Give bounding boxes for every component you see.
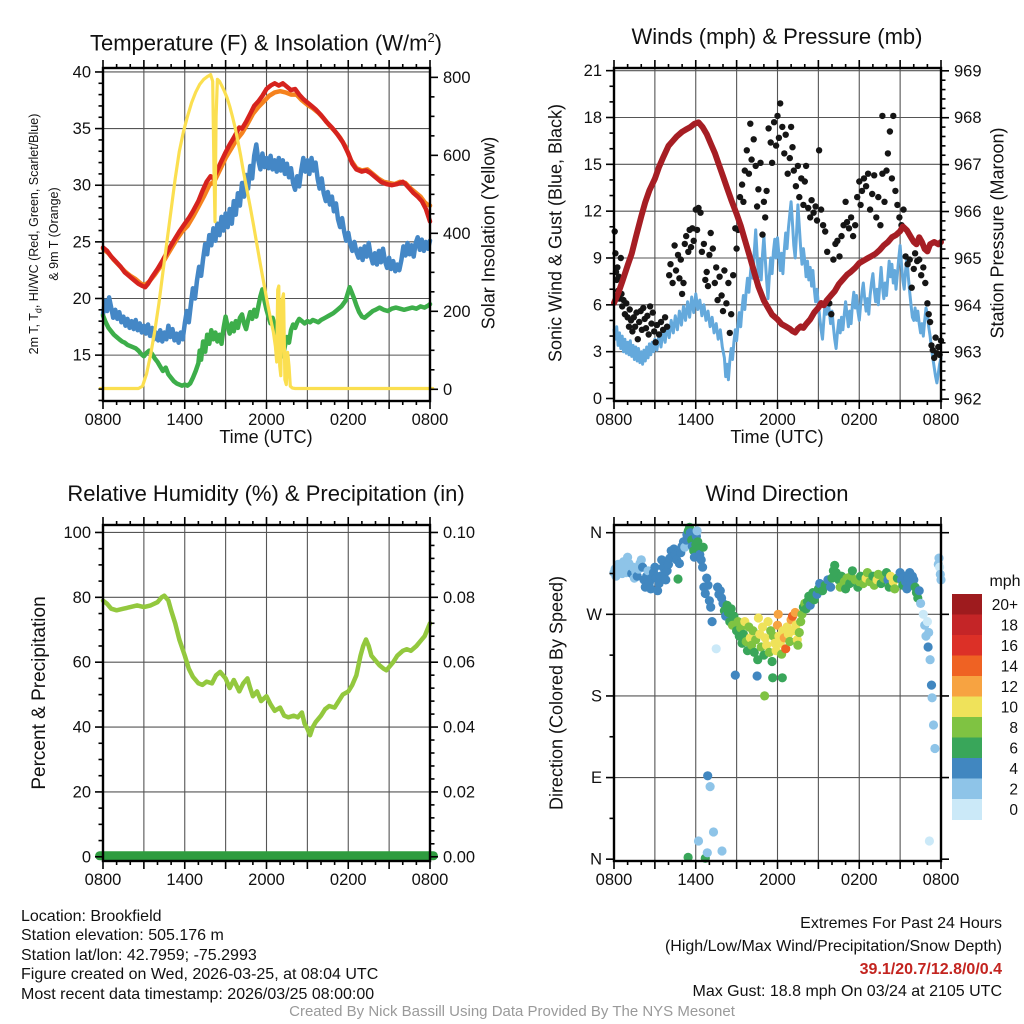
data-point: [875, 194, 881, 200]
data-point: [787, 155, 793, 161]
data-point: [721, 267, 727, 273]
data-point: [924, 642, 933, 651]
data-point: [818, 206, 824, 212]
tick-label: 18: [1000, 617, 1018, 635]
tick-label: 4: [1009, 760, 1018, 778]
tick-label: 964: [954, 296, 982, 315]
data-point: [723, 300, 729, 306]
title-superscript: 2: [427, 30, 435, 45]
data-point: [678, 256, 684, 262]
tick-label: 14: [1000, 658, 1018, 676]
tick-label: 20: [72, 783, 91, 802]
data-point: [912, 250, 918, 256]
data-point: [873, 214, 879, 220]
data-point: [783, 132, 789, 138]
tick-label: 15: [72, 346, 91, 365]
data-point: [883, 167, 889, 173]
data-point: [650, 309, 656, 315]
data-point: [731, 671, 740, 680]
tick-label: 0800: [595, 411, 633, 429]
tick-label: 9: [592, 249, 602, 268]
tick-label: 0800: [922, 411, 960, 429]
tick-label: 0: [1009, 801, 1018, 819]
data-point: [699, 543, 708, 552]
wind-gust-axis-label: Sonic Wind & Gust (Blue, Black): [545, 103, 566, 363]
data-point: [640, 305, 646, 311]
tick-label: 0800: [411, 411, 449, 429]
data-point: [708, 230, 714, 236]
data-point: [915, 586, 924, 595]
data-point: [887, 128, 893, 134]
tick-label: S: [590, 687, 602, 706]
data-point: [927, 681, 936, 690]
data-point: [708, 617, 717, 626]
title-text: ): [434, 30, 442, 56]
tick-label: 800: [443, 68, 471, 87]
colorbar-segment: [952, 676, 982, 697]
data-point: [662, 314, 668, 320]
data-point: [713, 264, 719, 270]
tick-label: 10: [1000, 699, 1018, 717]
data-point: [768, 139, 774, 145]
colorbar-segment: [952, 656, 982, 677]
data-point: [854, 194, 860, 200]
data-point: [930, 744, 939, 753]
data-point: [680, 280, 686, 286]
data-point: [746, 171, 752, 177]
data-point: [916, 256, 922, 262]
tick-label: 2000: [248, 871, 285, 889]
tick-label: 21: [583, 62, 602, 81]
data-point: [890, 113, 896, 119]
data-point: [703, 581, 712, 590]
title-text: Temperature (F) & Insolation (W/m: [90, 30, 428, 56]
chart-title-humidity-precip: Relative Humidity (%) & Precipitation (in): [67, 481, 465, 506]
colorbar-segment: [952, 738, 982, 759]
data-point: [706, 782, 715, 791]
data-point: [925, 836, 934, 845]
data-point: [643, 325, 649, 331]
data-point: [697, 210, 703, 216]
tick-label: 0: [443, 380, 453, 399]
data-point: [727, 330, 733, 336]
data-point: [747, 121, 753, 127]
chart-title-wind-direction: Wind Direction: [705, 481, 849, 506]
data-point: [803, 163, 809, 169]
data-point: [691, 238, 697, 244]
data-point: [694, 227, 700, 233]
tick-label: 969: [954, 62, 982, 81]
data-point: [793, 183, 799, 189]
data-point: [924, 628, 933, 637]
data-point: [647, 303, 653, 309]
data-point: [889, 175, 895, 181]
temp-chart-y-axis-label: 2m T, $T_d$, HI/WC (Red, Green, Scarlet/Blue) & 9m T (Orange): [26, 113, 61, 355]
data-point: [706, 252, 712, 258]
data-point: [717, 846, 726, 855]
data-point: [869, 191, 875, 197]
data-point: [808, 197, 814, 203]
data-point: [793, 641, 802, 650]
tick-label: 2000: [759, 411, 796, 429]
extremes-heading: Extremes For Past 24 Hours: [800, 915, 1002, 932]
data-point: [646, 331, 652, 337]
station-location: Location: Brookfield: [21, 908, 162, 925]
data-point: [759, 231, 765, 237]
tick-label: 2: [1009, 781, 1018, 799]
tick-label: 963: [954, 343, 982, 362]
humidity-precipitation-chart: [0, 460, 512, 900]
station-latlon: Station lat/lon: 42.7959; -75.2993: [21, 946, 257, 964]
extremes-subheading: (High/Low/Max Wind/Precipitation/Snow Depth): [664, 937, 1002, 955]
data-point: [842, 199, 848, 205]
data-point: [771, 119, 777, 125]
tick-label: 40: [72, 718, 91, 737]
data-point: [865, 171, 871, 177]
data-point: [911, 266, 917, 272]
data-point: [694, 836, 703, 845]
data-point: [709, 827, 718, 836]
data-point: [830, 256, 836, 262]
insolation-axis-label: Solar Insolation (Yellow): [478, 136, 499, 330]
data-point: [774, 113, 780, 119]
tick-label: 0200: [329, 411, 367, 429]
data-point: [706, 603, 715, 612]
colorbar-segment: [952, 758, 982, 779]
tick-label: 200: [443, 302, 471, 321]
data-point: [926, 655, 935, 664]
tick-label: 6: [592, 296, 602, 315]
data-point: [679, 291, 685, 297]
tick-label: 2000: [248, 411, 285, 429]
colorbar-segment: [952, 615, 982, 636]
tick-label: 18: [583, 108, 602, 127]
data-point: [805, 205, 811, 211]
tick-label: 30: [72, 176, 91, 195]
data-point: [748, 156, 754, 162]
data-point: [778, 673, 787, 682]
data-point: [754, 203, 760, 209]
data-point: [705, 283, 711, 289]
data-point: [740, 199, 746, 205]
percent-precip-axis-label: Percent & Precipitation: [29, 596, 50, 790]
data-point: [867, 206, 873, 212]
data-point: [779, 124, 785, 130]
tick-label: 3: [592, 343, 602, 362]
tick-label: 0200: [329, 871, 367, 889]
extremes-values: 39.1/20.7/12.8/0/0.4: [859, 960, 1002, 978]
data-point: [636, 319, 642, 325]
station-info-block: [21, 907, 378, 1004]
data-point: [693, 526, 702, 535]
data-point: [725, 280, 731, 286]
data-point: [635, 336, 641, 342]
tick-label: 100: [63, 523, 91, 542]
data-point: [885, 150, 891, 156]
temp-chart-x-axis-label: Time (UTC): [219, 427, 313, 447]
tick-label: 80: [72, 588, 91, 607]
data-point: [826, 583, 835, 592]
data-point: [857, 202, 863, 208]
tick-label: 20+: [991, 596, 1018, 614]
data-point: [796, 194, 802, 200]
tick-label: 40: [72, 63, 91, 82]
data-point: [768, 657, 777, 666]
data-point: [773, 142, 779, 148]
data-point: [754, 613, 763, 622]
data-point: [850, 233, 856, 239]
direction-axis-label: Direction (Colored By Speed): [546, 575, 567, 811]
data-point: [698, 563, 707, 572]
data-point: [623, 300, 629, 306]
data-point: [704, 269, 710, 275]
data-point: [852, 222, 858, 228]
data-point: [688, 244, 694, 250]
tick-label: 0200: [840, 411, 878, 429]
tick-label: 0800: [84, 411, 122, 429]
data-point: [788, 124, 794, 130]
data-point: [703, 771, 712, 780]
data-point: [720, 308, 726, 314]
data-point: [795, 628, 804, 637]
data-point: [618, 255, 624, 261]
max-gust: Max Gust: 18.8 mph On 03/24 at 2105 UTC: [692, 983, 1002, 1001]
data-point: [744, 147, 750, 153]
tick-label: 968: [954, 109, 982, 128]
data-point: [739, 181, 745, 187]
data-point: [644, 313, 650, 319]
data-point: [718, 292, 724, 298]
data-point: [848, 214, 854, 220]
data-point: [673, 267, 679, 273]
credit-line: Created By Nick Bassill Using Data Provided By The NYS Mesonet: [289, 1003, 735, 1020]
winds-chart-x-axis-label: Time (UTC): [730, 427, 824, 447]
data-point: [927, 319, 933, 325]
speed-colorbar: [952, 594, 982, 820]
data-point: [673, 574, 682, 583]
tick-label: 6: [1009, 740, 1018, 758]
colorbar-segment: [952, 799, 982, 820]
colorbar-segment: [952, 635, 982, 656]
data-point: [675, 559, 684, 568]
data-point: [664, 324, 670, 330]
data-point: [846, 225, 852, 231]
tick-label: 12: [583, 202, 602, 221]
tick-label: E: [590, 769, 602, 788]
data-point: [650, 563, 659, 572]
data-point: [909, 285, 915, 291]
data-point: [661, 575, 670, 584]
data-point: [701, 241, 707, 247]
tick-label: 8: [1009, 719, 1018, 737]
data-point: [702, 277, 708, 283]
winds-pressure-chart: [512, 0, 1024, 460]
data-point: [671, 242, 677, 248]
data-point: [785, 171, 791, 177]
tick-label: 0.02: [443, 783, 476, 802]
data-point: [648, 320, 654, 326]
data-point: [716, 274, 722, 280]
data-point: [777, 100, 783, 106]
tick-label: N: [590, 850, 602, 869]
data-point: [703, 848, 712, 857]
data-point: [890, 584, 899, 593]
data-point: [824, 249, 830, 255]
tick-label: 0200: [840, 871, 878, 889]
data-point: [666, 272, 672, 278]
tick-label: 600: [443, 146, 471, 165]
data-point: [710, 245, 716, 251]
data-point: [652, 339, 658, 345]
recent-data-timestamp: Most recent data timestamp: 2026/03/25 08:00:00: [21, 985, 375, 1003]
tick-label: 1400: [166, 411, 204, 429]
tick-label: 1400: [677, 871, 715, 889]
tick-label: 0800: [595, 871, 633, 889]
data-point: [896, 214, 902, 220]
tick-label: 16: [1000, 637, 1018, 655]
tick-label: 2000: [759, 871, 796, 889]
data-point: [795, 163, 801, 169]
data-point: [627, 306, 633, 312]
data-point: [892, 188, 898, 194]
tick-label: 0.06: [443, 653, 476, 672]
data-point: [753, 671, 762, 680]
data-point: [879, 113, 885, 119]
data-point: [934, 554, 943, 563]
data-point: [810, 210, 816, 216]
data-point: [760, 691, 769, 700]
data-point: [774, 610, 783, 619]
tick-label: 966: [954, 203, 982, 222]
data-point: [848, 566, 857, 575]
data-point: [751, 136, 757, 142]
tick-label: 0: [592, 390, 602, 409]
data-point: [769, 160, 775, 166]
colorbar-segment: [952, 779, 982, 800]
data-point: [699, 249, 705, 255]
data-point: [924, 300, 930, 306]
data-point: [776, 135, 782, 141]
data-point: [712, 644, 721, 653]
data-point: [733, 245, 739, 251]
tick-label: 25: [72, 233, 91, 252]
data-point: [682, 241, 688, 247]
tick-label: W: [586, 605, 602, 624]
data-point: [918, 272, 924, 278]
data-point: [836, 253, 842, 259]
data-point: [822, 228, 828, 234]
data-point: [932, 334, 938, 340]
colorbar-segment: [952, 697, 982, 718]
data-point: [877, 222, 883, 228]
data-point: [816, 147, 822, 153]
colorbar-title: mph: [989, 573, 1021, 590]
tick-label: 0800: [411, 871, 449, 889]
tick-label: 0.08: [443, 588, 476, 607]
data-point: [881, 199, 887, 205]
tick-label: N: [590, 524, 602, 543]
tick-label: 12: [1000, 678, 1018, 696]
data-point: [907, 256, 913, 262]
data-point: [929, 720, 938, 729]
data-point: [928, 693, 937, 702]
tick-label: 0.10: [443, 523, 476, 542]
tick-label: 1400: [166, 871, 204, 889]
tick-label: 35: [72, 120, 91, 139]
tick-label: 0.00: [443, 848, 476, 867]
tick-label: 1400: [677, 411, 715, 429]
temperature-insolation-chart: [0, 0, 512, 460]
data-point: [894, 202, 900, 208]
data-point: [820, 222, 826, 228]
data-point: [762, 214, 768, 220]
data-point: [728, 311, 734, 317]
colorbar-segment: [952, 594, 982, 615]
data-point: [923, 617, 932, 626]
data-point: [730, 272, 736, 278]
data-point: [920, 264, 926, 270]
data-point: [871, 172, 877, 178]
data-point: [789, 144, 795, 150]
data-point: [763, 617, 772, 626]
data-point: [828, 311, 834, 317]
chart-title-winds-pressure: Winds (mph) & Pressure (mb): [631, 24, 923, 49]
tick-label: 965: [954, 249, 982, 268]
data-point: [763, 188, 769, 194]
data-point: [683, 233, 689, 239]
tick-label: 962: [954, 390, 982, 409]
data-point: [757, 160, 763, 166]
tick-label: 967: [954, 156, 982, 175]
data-point: [916, 599, 925, 608]
wind-direction-chart: [512, 460, 1024, 900]
data-point: [812, 203, 818, 209]
data-point: [667, 261, 673, 267]
data-point: [863, 183, 869, 189]
station-elevation: Station elevation: 505.176 m: [21, 927, 224, 945]
tick-label: 400: [443, 224, 471, 243]
tick-label: 60: [72, 653, 91, 672]
tick-label: 20: [72, 289, 91, 308]
data-point: [838, 233, 844, 239]
tick-label: 0800: [84, 871, 122, 889]
data-point: [761, 199, 767, 205]
figure-created-timestamp: Figure created on Wed, 2026-03-25, at 08:04 UTC: [21, 966, 379, 984]
data-point: [814, 217, 820, 223]
data-point: [669, 280, 675, 286]
data-point: [765, 125, 771, 131]
colorbar-segment: [952, 717, 982, 738]
tick-label: 0.04: [443, 718, 476, 737]
pressure-axis-label: Station Pressure (Maroon): [987, 127, 1008, 339]
tick-label: 15: [583, 155, 602, 174]
data-point: [768, 673, 777, 682]
tick-label: 0: [81, 848, 91, 867]
data-point: [922, 280, 928, 286]
data-point: [781, 150, 787, 156]
extremes-block: [665, 913, 1002, 1004]
data-point: [802, 178, 808, 184]
data-point: [712, 280, 718, 286]
data-point: [900, 206, 906, 212]
tick-label: 0800: [922, 871, 960, 889]
data-point: [926, 311, 932, 317]
data-point: [755, 186, 761, 192]
